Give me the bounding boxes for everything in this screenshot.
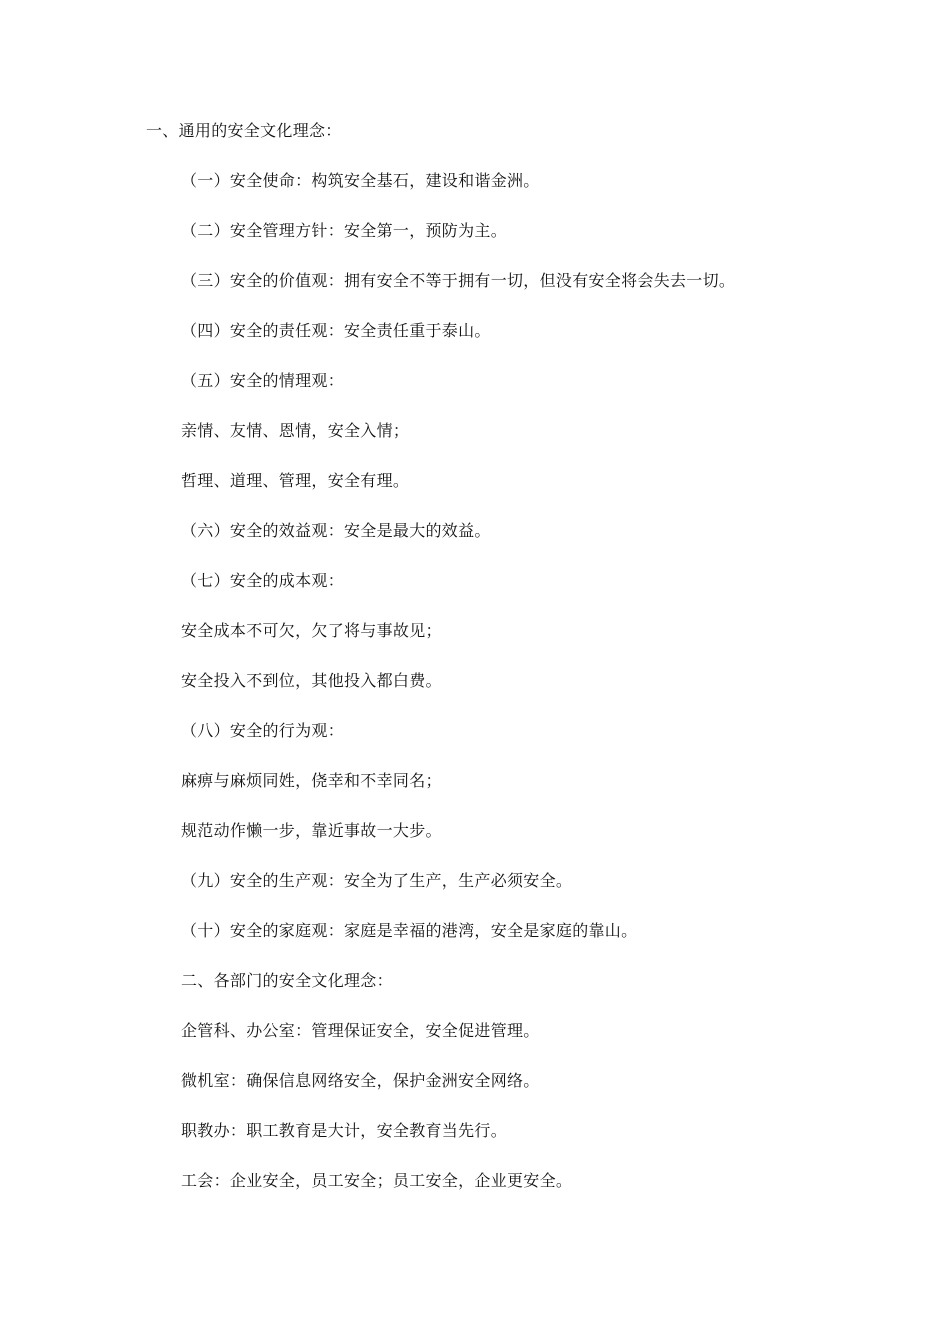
item-behavior-line1: 麻痹与麻烦同姓，侥幸和不幸同名；	[181, 771, 442, 790]
dept-management-office: 企管科、办公室：管理保证安全，安全促进管理。	[181, 1021, 540, 1040]
item-cost-line2: 安全投入不到位，其他投入都白费。	[181, 671, 442, 690]
section1-heading: 一、通用的安全文化理念：	[146, 121, 342, 140]
item-sentiment-line1: 亲情、友情、恩情，安全入情；	[181, 421, 410, 440]
item-behavior-line2: 规范动作懒一步，靠近事故一大步。	[181, 821, 442, 840]
item-cost: （七）安全的成本观：	[181, 571, 345, 590]
dept-computer-room: 微机室：确保信息网络安全，保护金洲安全网络。	[181, 1071, 540, 1090]
item-sentiment-line2: 哲理、道理、管理，安全有理。	[181, 471, 410, 490]
item-behavior: （八）安全的行为观：	[181, 721, 345, 740]
item-mission: （一）安全使命：构筑安全基石，建设和谐金洲。	[181, 171, 540, 190]
item-benefit: （六）安全的效益观：安全是最大的效益。	[181, 521, 491, 540]
item-cost-line1: 安全成本不可欠，欠了将与事故见；	[181, 621, 442, 640]
section2-heading: 二、各部门的安全文化理念：	[181, 971, 393, 990]
item-values: （三）安全的价值观：拥有安全不等于拥有一切，但没有安全将会失去一切。	[181, 271, 736, 290]
dept-union: 工会：企业安全，员工安全；员工安全，企业更安全。	[181, 1171, 573, 1190]
item-policy: （二）安全管理方针：安全第一，预防为主。	[181, 221, 508, 240]
item-family: （十）安全的家庭观：家庭是幸福的港湾，安全是家庭的靠山。	[181, 921, 638, 940]
dept-education-office: 职教办：职工教育是大计，安全教育当先行。	[181, 1121, 508, 1140]
item-production: （九）安全的生产观：安全为了生产，生产必须安全。	[181, 871, 573, 890]
item-responsibility: （四）安全的责任观：安全责任重于泰山。	[181, 321, 491, 340]
item-sentiment: （五）安全的情理观：	[181, 371, 345, 390]
